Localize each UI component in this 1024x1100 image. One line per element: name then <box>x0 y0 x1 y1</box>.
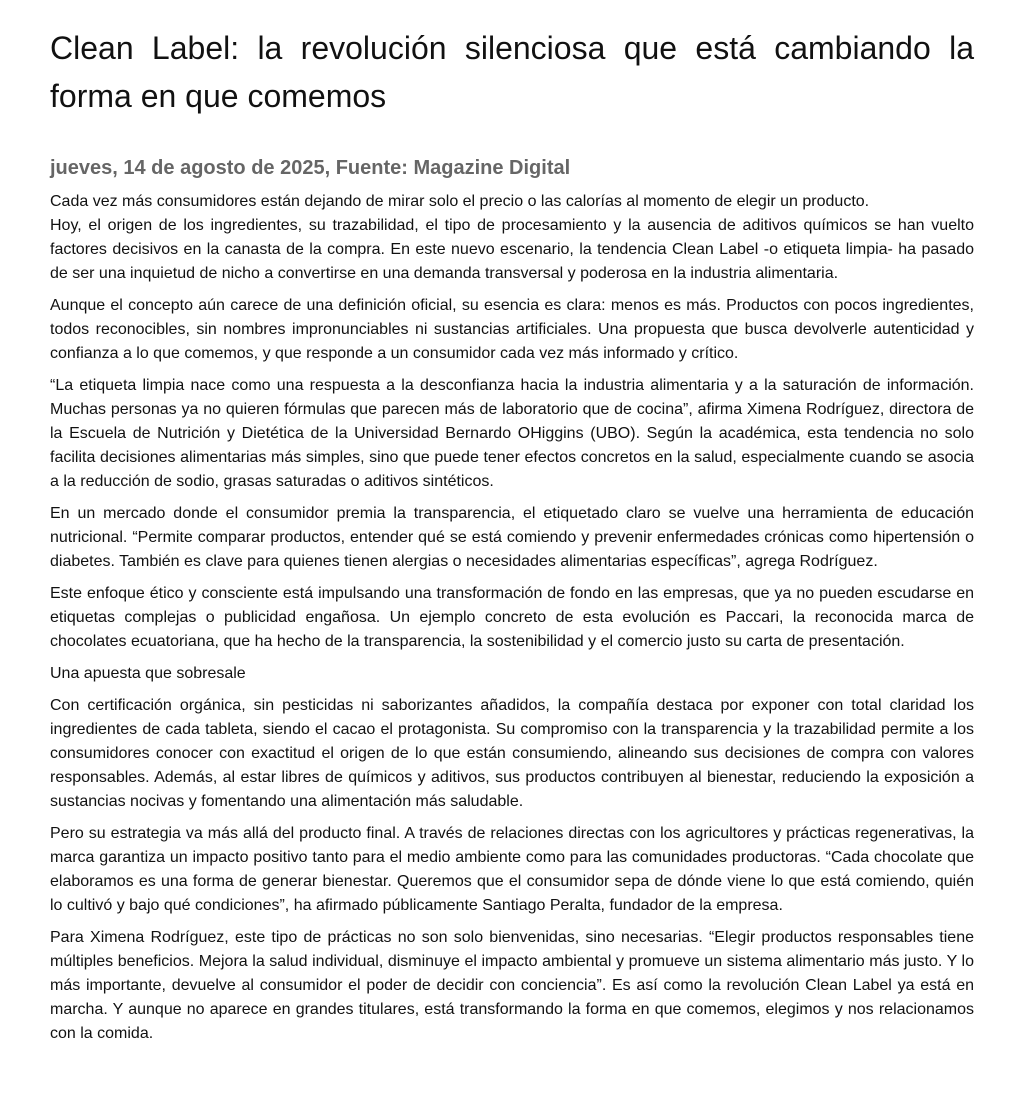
body-paragraph: Pero su estrategia va más allá del producto final. A través de relaciones directas con los agricultores y prácticas regenerativas, la marca garantiza un impacto positivo tanto para el medio ambiente como para las comunidades productoras. “Cada chocolate que elaboramos es una forma de generar bienestar. Queremos que el consumidor sepa de dónde viene lo que está comiendo, quién lo cultivó y bajo qué condiciones”, ha afirmado públicamente Santiago Peralta, fundador de la empresa. <box>50 825 974 914</box>
body-paragraph: Con certificación orgánica, sin pesticidas ni saborizantes añadidos, la compañía destaca por exponer con total claridad los ingredientes de cada tableta, siendo el cacao el protagonista. Su compromiso con la transparencia y la trazabilidad permite a los consumidores conocer con exactitud el origen de lo que están consumiendo, alineando sus decisiones de compra con valores responsables. Además, al estar libres de químicos y aditivos, sus productos contribuyen al bienestar, reduciendo la exposición a sustancias nocivas y fomentando una alimentación más saludable. <box>50 697 974 810</box>
article-meta: jueves, 14 de agosto de 2025, Fuente: Magazine Digital <box>50 157 571 179</box>
intro-line: Cada vez más consumidores están dejando de mirar solo el precio o las calorías al momento de elegir un producto. <box>50 193 870 210</box>
intro-line: Hoy, el origen de los ingredientes, su trazabilidad, el tipo de procesamiento y la ausencia de aditivos químicos se han vuelto factores decisivos en la canasta de la compra. En este nuevo escenario, la tendencia Clean Label -o etiqueta limpia- ha pasado de ser una inquietud de nicho a convertirse en una demanda transversal y poderosa en la industria alimentaria. <box>50 217 974 282</box>
body-paragraph: Aunque el concepto aún carece de una definición oficial, su esencia es clara: menos es más. Productos con pocos ingredientes, todos reconocibles, sin nombres impronunciables ni sustancias artificiales. Una propuesta que busca devolverle autenticidad y confianza a lo que comemos, y que responde a un consumidor cada vez más informado y crítico. <box>50 297 974 362</box>
article-body <box>50 190 974 1046</box>
section-subheading: Una apuesta que sobresale <box>50 665 246 682</box>
body-paragraph: “La etiqueta limpia nace como una respuesta a la desconfianza hacia la industria alimentaria y a la saturación de información. Muchas personas ya no quieren fórmulas que parecen más de laboratorio que de cocina”, afirma Ximena Rodríguez, directora de la Escuela de Nutrición y Dietética de la Universidad Bernardo OHiggins (UBO). Según la académica, esta tendencia no solo facilita decisiones alimentarias más simples, sino que puede tener efectos concretos en la salud, especialmente cuando se asocia a la reducción de sodio, grasas saturadas o aditivos sintéticos. <box>50 377 974 490</box>
body-paragraph: Para Ximena Rodríguez, este tipo de prácticas no son solo bienvenidas, sino necesarias. “Elegir productos responsables tiene múltiples beneficios. Mejora la salud individual, disminuye el impacto ambiental y promueve un sistema alimentario más justo. Y lo más importante, devuelve al consumidor el poder de decidir con conciencia”. Es así como la revolución Clean Label ya está en marcha. Y aunque no aparece en grandes titulares, está transformando la forma en que comemos, elegimos y nos relacionamos con la comida. <box>50 929 974 1042</box>
intro-paragraph <box>50 190 974 286</box>
body-paragraph: En un mercado donde el consumidor premia la transparencia, el etiquetado claro se vuelve una herramienta de educación nutricional. “Permite comparar productos, entender qué se está comiendo y prevenir enfermedades crónicas como hipertensión o diabetes. También es clave para quienes tienen alergias o necesidades alimentarias específicas”, agrega Rodríguez. <box>50 505 974 570</box>
body-paragraph: Este enfoque ético y consciente está impulsando una transformación de fondo en las empresas, que ya no pueden escudarse en etiquetas complejas o publicidad engañosa. Un ejemplo concreto de esta evolución es Paccari, la reconocida marca de chocolates ecuatoriana, que ha hecho de la transparencia, la sostenibilidad y el comercio justo su carta de presentación. <box>50 585 974 650</box>
article-title: Clean Label: la revolución silenciosa que está cambiando la forma en que comemos <box>50 30 974 114</box>
